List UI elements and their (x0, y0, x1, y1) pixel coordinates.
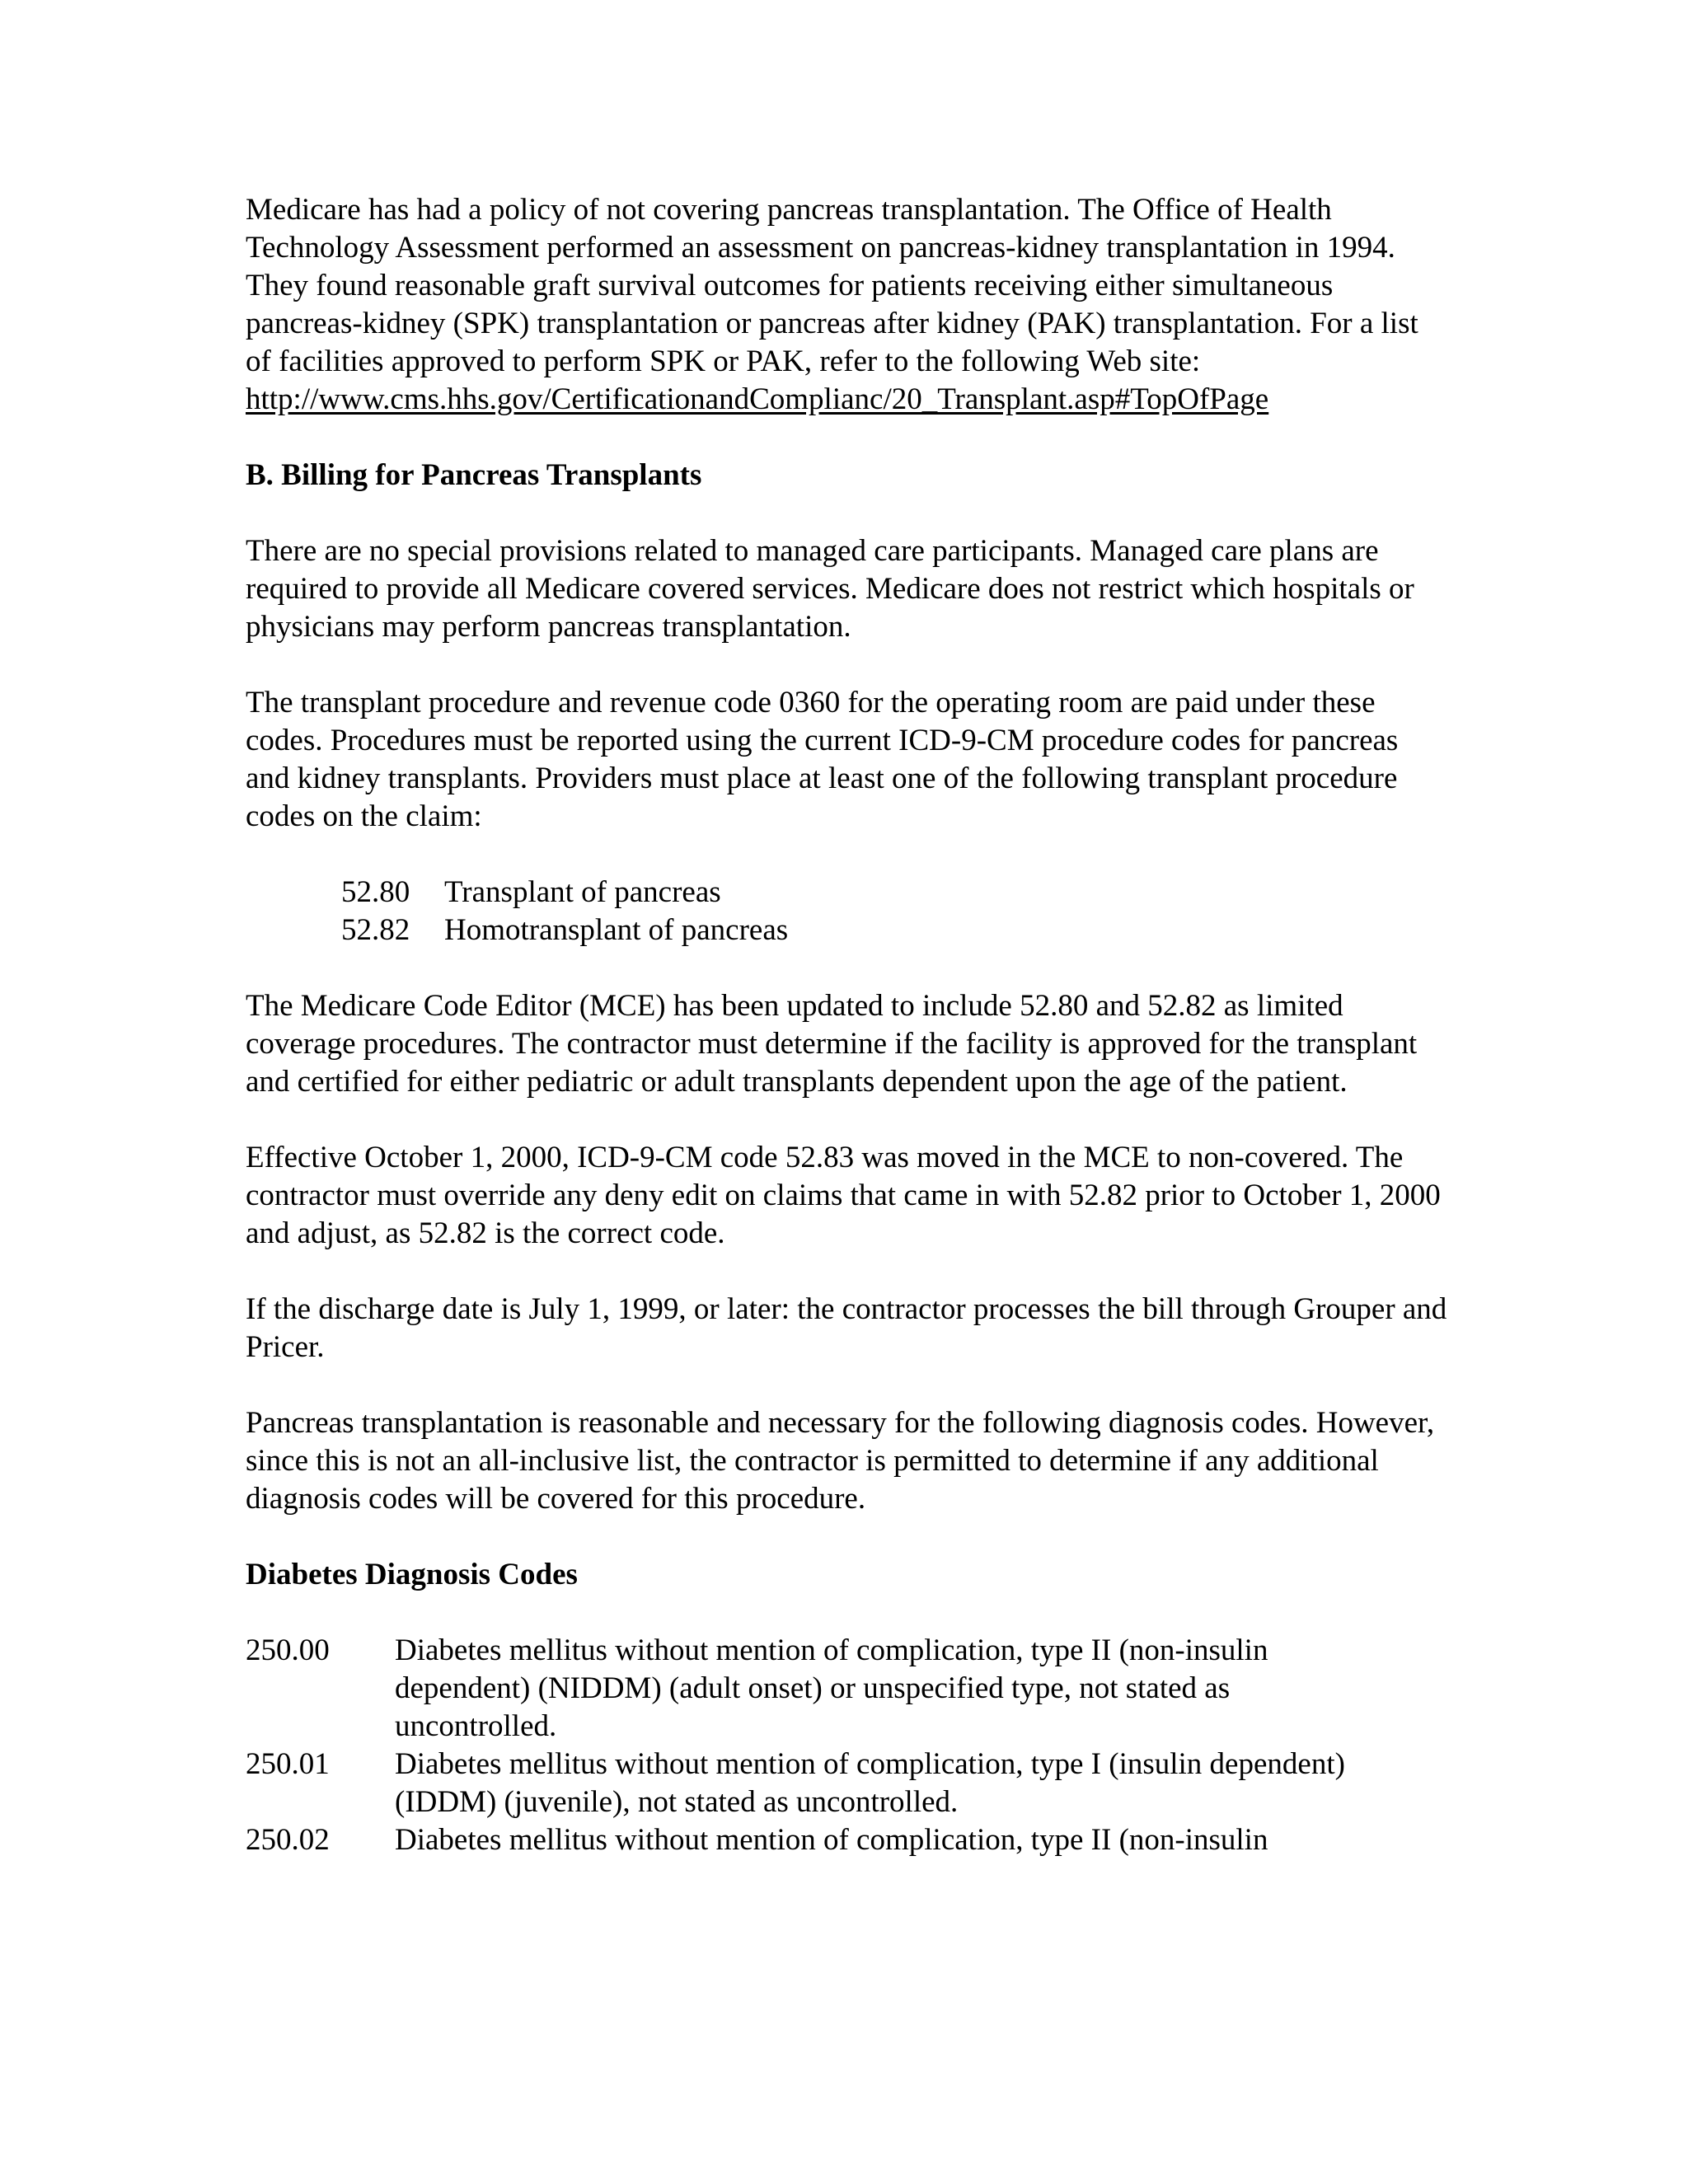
managed-care-paragraph: There are no special provisions related to managed care participants. Managed care plans are required to provide all Medicare covered services. Medicare does not restrict which hospitals or physicians may perform pancreas transplantation. (246, 534, 1414, 644)
document-page (246, 191, 1449, 1859)
list-item (341, 912, 1449, 949)
procedure-code: 52.80 (341, 875, 410, 909)
list-item (341, 874, 1449, 912)
diagnosis-description: Diabetes mellitus without mention of complication, type II (non-insulin dependent) (NIDDM) (adult onset) or unspecified type, not stated as uncontrolled. (395, 1633, 1268, 1743)
section-b-heading: B. Billing for Pancreas Transplants (246, 458, 702, 492)
procedure-code: 52.82 (341, 913, 410, 947)
diagnosis-codes-paragraph: Pancreas transplantation is reasonable and necessary for the following diagnosis codes. However, since this is not an all-inclusive list, the contractor is permitted to determine if any additional diagnosis codes will be covered for this procedure. (246, 1406, 1435, 1516)
diabetes-heading: Diabetes Diagnosis Codes (246, 1558, 578, 1591)
diagnosis-description: Diabetes mellitus without mention of complication, type II (non-insulin (395, 1823, 1268, 1857)
diagnosis-code-list (246, 1632, 1449, 1859)
diagnosis-code: 250.01 (246, 1747, 330, 1781)
procedure-codes-paragraph: The transplant procedure and revenue code 0360 for the operating room are paid under these codes. Procedures must be reported using the current ICD-9-CM procedure codes for pancreas and kidney transplants. Providers must place at least one of the following transplant procedure codes on the claim: (246, 686, 1399, 833)
procedure-description: Transplant of pancreas (444, 875, 721, 909)
facilities-web-link[interactable]: http://www.cms.hhs.gov/CertificationandComplianc/20_Transplant.asp#TopOfPage (246, 382, 1269, 416)
procedure-description: Homotransplant of pancreas (444, 913, 789, 947)
diagnosis-code: 250.02 (246, 1823, 330, 1857)
list-item (246, 1821, 1449, 1859)
discharge-date-paragraph: If the discharge date is July 1, 1999, or later: the contractor processes the bill through Grouper and Pricer. (246, 1292, 1447, 1364)
intro-paragraph: Medicare has had a policy of not covering pancreas transplantation. The Office of Health Technology Assessment performed an assessment on pancreas-kidney transplantation in 1994. They found reasonable graft survival outcomes for patients receiving either simultaneous pancreas-kidney (SPK) transplantation or pancreas after kidney (PAK) transplantation. For a list of facilities approved to perform SPK or PAK, refer to the following Web site: (246, 193, 1418, 378)
diagnosis-code: 250.00 (246, 1633, 330, 1667)
effective-date-paragraph: Effective October 1, 2000, ICD-9-CM code 52.83 was moved in the MCE to non-covered. The contractor must override any deny edit on claims that came in with 52.82 prior to October 1, 2000 and adjust, as 52.82 is the correct code. (246, 1141, 1441, 1250)
mce-paragraph: The Medicare Code Editor (MCE) has been updated to include 52.80 and 52.82 as limited coverage procedures. The contractor must determine if the facility is approved for the transplant and certified for either pediatric or adult transplants dependent upon the age of the patient. (246, 989, 1418, 1099)
procedure-code-list (246, 874, 1449, 949)
list-item (246, 1632, 1449, 1746)
list-item (246, 1746, 1449, 1821)
diagnosis-description: Diabetes mellitus without mention of complication, type I (insulin dependent) (IDDM) (juvenile), not stated as uncontrolled. (395, 1747, 1345, 1819)
